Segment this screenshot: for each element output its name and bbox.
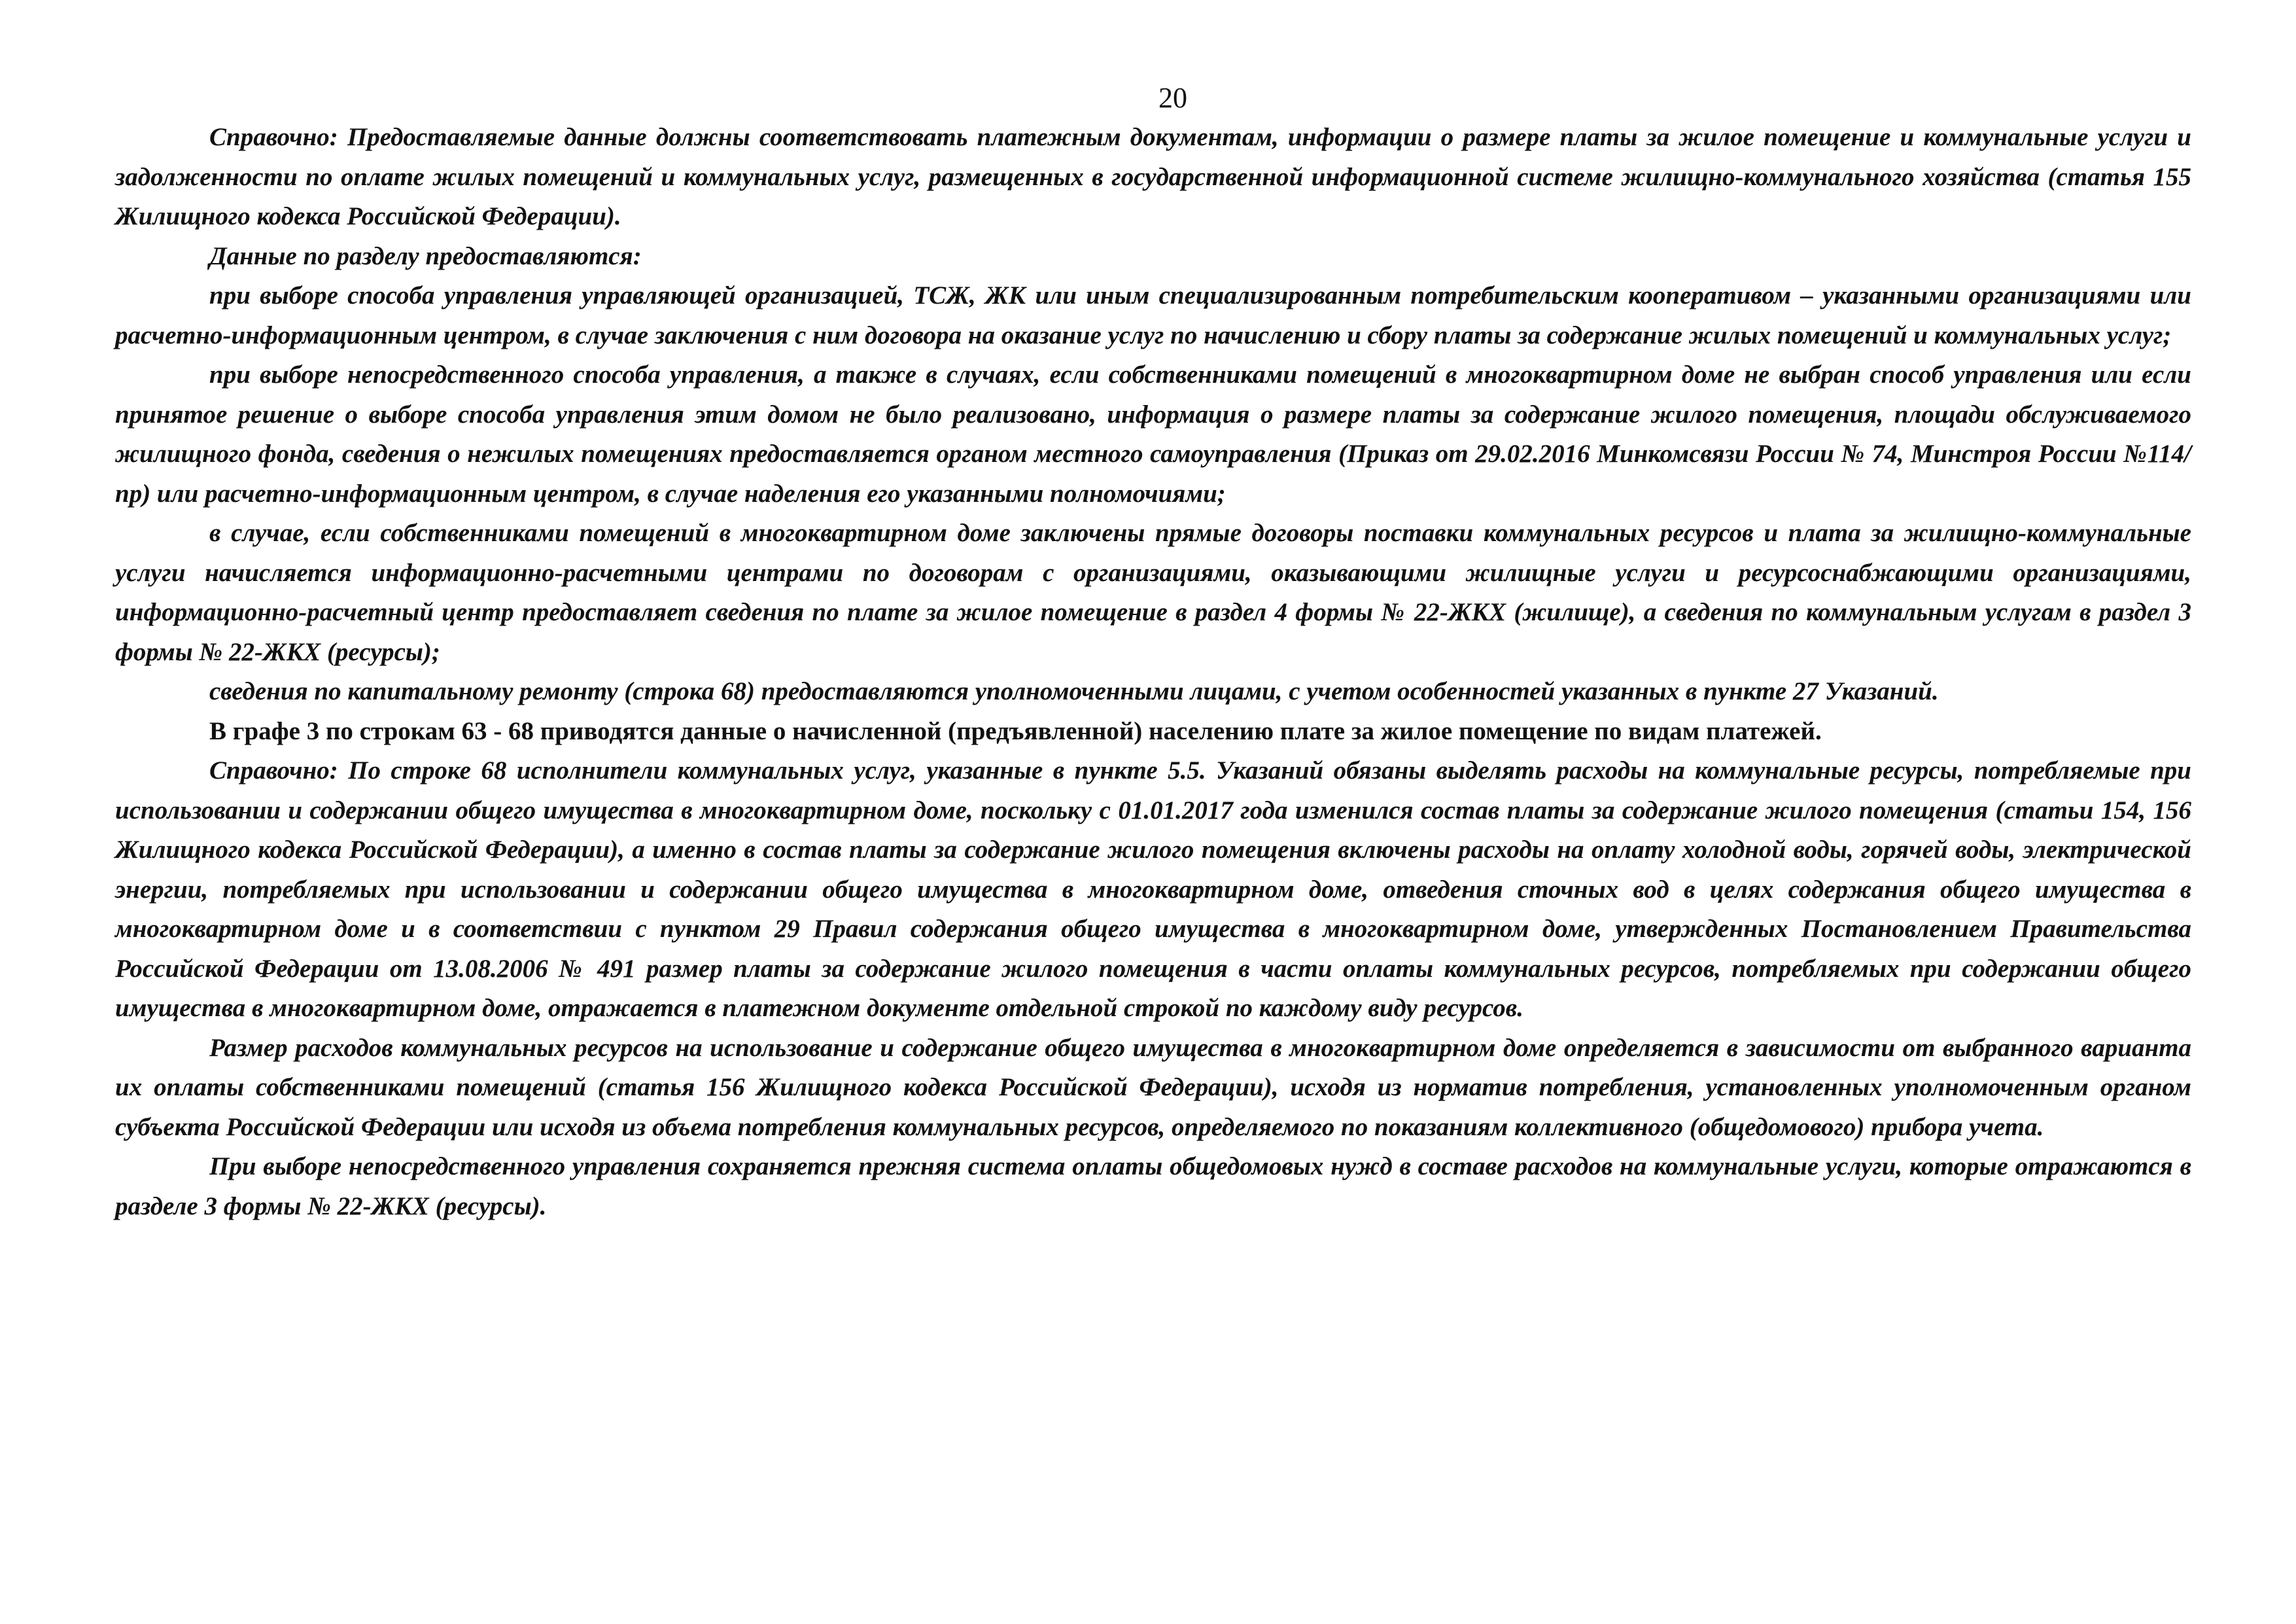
direct-management-paragraph: при выборе непосредственного способа управления, а также в случаях, если собственниками помещений в многоквартирном доме не выбран способ управления или если принятое решение о выборе способа управления этим домом не было реализовано, информация о размере платы за содержание жилого помещения, площади обслуживаемого жилищного фонда, сведения о нежилых помещениях предоставляется органом местного самоуправления (Приказ от 29.02.2016 Минкомсвязи России № 74, Минстроя России №114/пр) или расчетно-информационным центром, в случае наделения его указанными полномочиями; [115,361,2191,508]
page-number: 20 [1158,82,1187,114]
capital-repair-paragraph: сведения по капитальному ремонту (строка 68) предоставляются уполномоченными лицами, с учетом особенностей указанных в пункте 27 Указаний. [209,677,1939,705]
direct-management-payment-paragraph: При выборе непосредственного управления сохраняется прежняя система оплаты общедомовых нужд в составе расходов на коммунальные услуги, которые отражаются в разделе 3 формы № 22-ЖКХ (ресурсы). [115,1152,2191,1220]
resource-expenses-paragraph: Размер расходов коммунальных ресурсов на использование и содержание общего имущества в многоквартирном доме определяется в зависимости от выбранного варианта их оплаты собственниками помещений (статья 156 Жилищного кодекса Российской Федерации), исходя из норматив потребления, установленных уполномоченным органом субъекта Российской Федерации или исходя из объема потребления коммунальных ресурсов, определяемого по показаниям коллективного (общедомового) прибора учета. [115,1033,2191,1141]
column-3-rows-paragraph: В графе 3 по строкам 63 - 68 приводятся данные о начисленной (предъявленной) населению плате за жилое помещение по видам платежей. [209,716,1822,745]
row-68-reference-paragraph: Справочно: По строке 68 исполнители коммунальных услуг, указанные в пункте 5.5. Указаний обязаны выделять расходы на коммунальные ресурсы, потребляемые при использовании и содержании общего имущества в многоквартирном доме, поскольку с 01.01.2017 года изменился состав платы за содержание жилого помещения (статьи 154, 156 Жилищного кодекса Российской Федерации), а именно в состав платы за содержание жилого помещения включены расходы на оплату холодной воды, горячей воды, электрической энергии, потребляемых при использовании и содержании общего имущества в многоквартирном доме, отведения сточных вод в целях содержания общего имущества в многоквартирном доме и в соответствии с пунктом 29 Правил содержания общего имущества в многоквартирном доме, утвержденных Постановлением Правительства Российской Федерации от 13.08.2006 № 491 размер платы за содержание жилого помещения в части оплаты коммунальных ресурсов, потребляемых при содержании общего имущества в многоквартирном доме, отражается в платежном документе отдельной строкой по каждому виду ресурсов. [115,756,2191,1022]
management-organization-paragraph: при выборе способа управления управляющей организацией, ТСЖ, ЖК или иным специализированным потребительским кооперативом – указанными организациями или расчетно-информационным центром, в случае заключения с ним договора на оказание услуг по начислению и сбору платы за содержание жилых помещений и коммунальных услуг; [115,281,2191,349]
document-body [115,118,2191,1226]
section-data-intro-paragraph: Данные по разделу предоставляются: [209,241,642,270]
reference-note-paragraph: Справочно: Предоставляемые данные должны соответствовать платежным документам, информации о размере платы за жилое помещение и коммунальные услуги и задолженности по оплате жилых помещений и коммунальных услуг, размещенных в государственной информационной системе жилищно-коммунального хозяйства (статья 155 Жилищного кодекса Российской Федерации). [115,123,2191,230]
direct-contracts-paragraph: в случае, если собственниками помещений в многоквартирном доме заключены прямые договоры поставки коммунальных ресурсов и плата за жилищно-коммунальные услуги начисляется информационно-расчетными центрами по договорам с организациями, оказывающими жилищные услуги и ресурсоснабжающими организациями, информационно-расчетный центр предоставляет сведения по плате за жилое помещение в раздел 4 формы № 22-ЖКХ (жилище), а сведения по коммунальным услугам в раздел 3 формы № 22-ЖКХ (ресурсы); [115,519,2191,666]
